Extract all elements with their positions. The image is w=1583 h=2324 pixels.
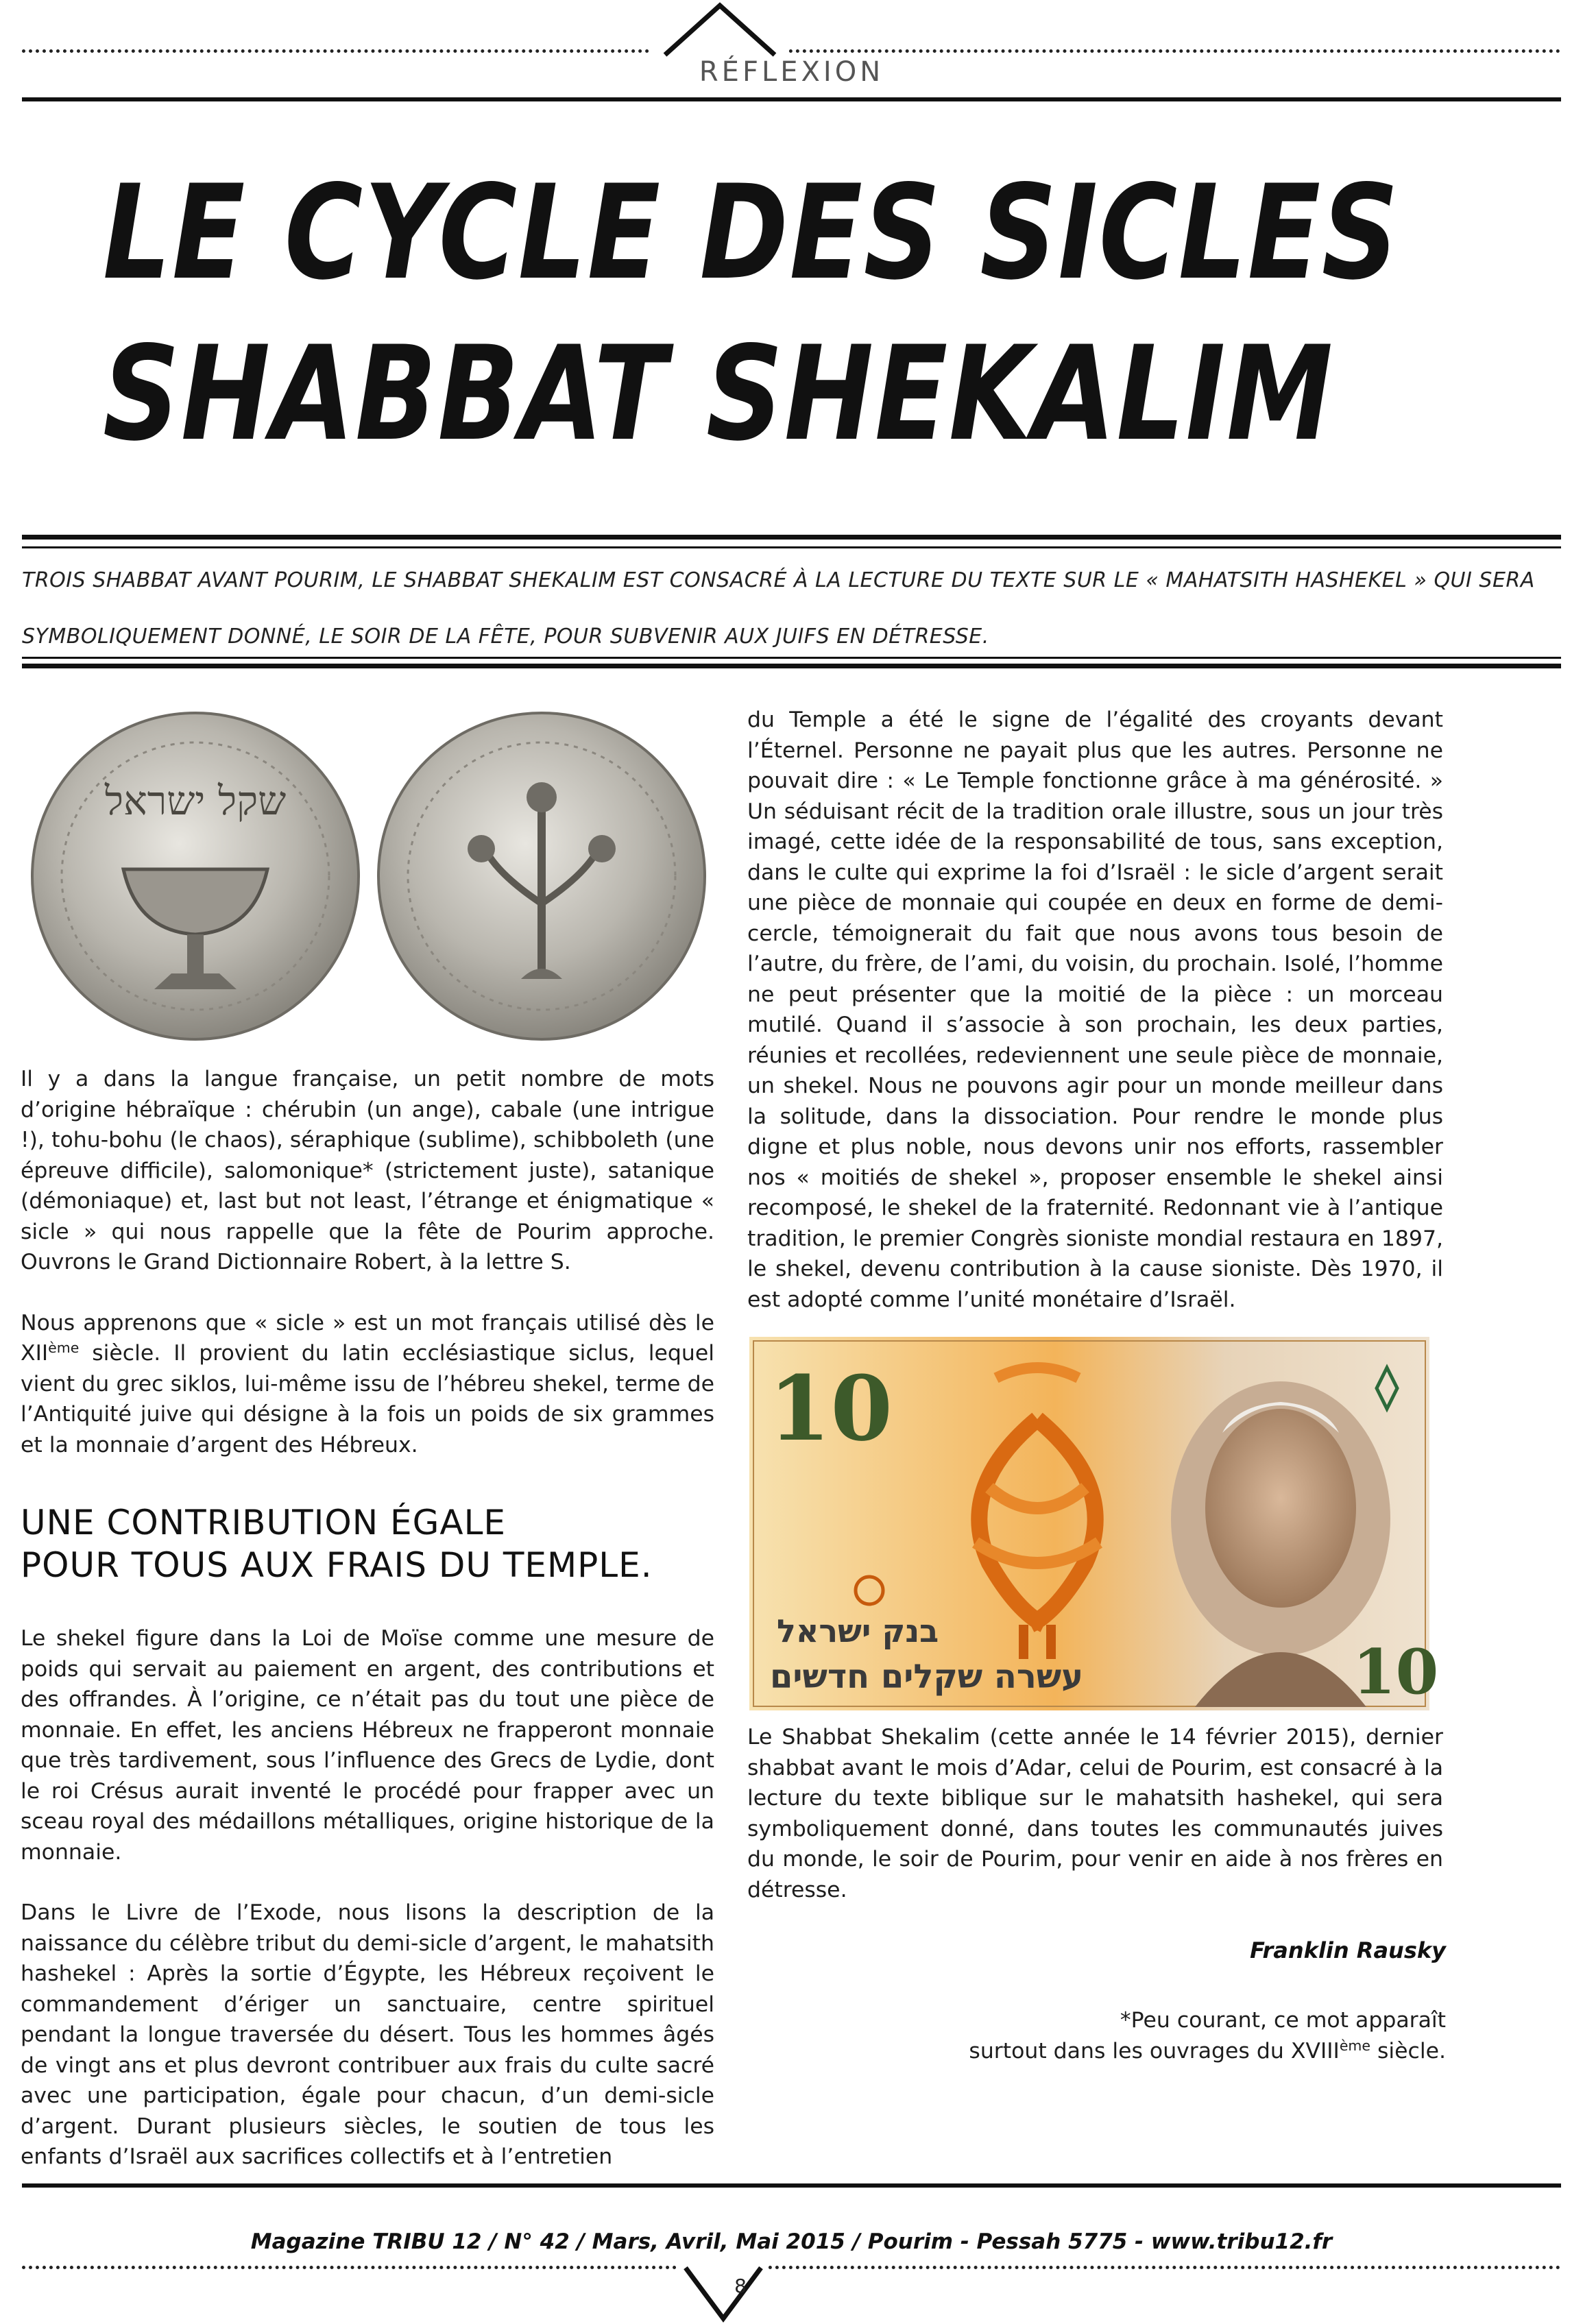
coin-chalice-icon xyxy=(32,713,359,1039)
page-number: 8 xyxy=(734,2275,747,2297)
footnote-line-2-part-1: surtout dans les ouvrages du XVIII xyxy=(969,2038,1340,2063)
footnote-line-2-part-2: siècle. xyxy=(1370,2038,1446,2063)
footnote-line-1: *Peu courant, ce mot apparaît xyxy=(1120,2008,1446,2033)
lede-text: TROIS SHABBAT AVANT POURIM, LE SHABBAT SHEKALIM EST CONSACRÉ À LA LECTURE DU TEXTE SUR LE « MAHATSITH HASHEKEL » QUI SERA SYMBOLIQUEMENT DONNÉ, LE SOIR DE LA FÊTE, POUR SUBVENIR AUX JUIFS EN DÉTRESSE. xyxy=(22,568,1535,649)
footer-magazine-info: Magazine TRIBU 12 / N° 42 / Mars, Avril, Mai 2015 / Pourim - Pessah 5775 - www.tribu12.fr xyxy=(250,2229,1333,2254)
lede-top-rule-thin xyxy=(22,546,1561,548)
subheading-line-2: POUR TOUS AUX FRAIS DU TEMPLE. xyxy=(21,1545,653,1585)
banknote-image xyxy=(749,1337,1439,1710)
banknote-bank-name: בנק ישראל xyxy=(777,1612,939,1649)
left-column-intro xyxy=(21,1064,714,1460)
subheading-line-1: UNE CONTRIBUTION ÉGALE xyxy=(21,1503,507,1542)
svg-text:שקל ישראל: שקל ישראל xyxy=(104,777,287,824)
footnote xyxy=(969,2005,1446,2066)
paragraph-exodus: Dans le Livre de l’Exode, nous lisons la description de la naissance du célèbre tribut du demi-sicle d’argent, le mahatsith hashekel : Après la sortie d’Égypte, les Hébreux reçoivent le commandement d’ériger un sanctuaire, centre spirituel pendant la longue traversée du désert. Tous les hommes âgés de vingt ans et plus devront contribuer aux frais du culte sacré avec une participation, égale pour chacun, d’un demi-sicle d’argent. Durant plusieurs siècles, le soutien de tous les enfants d’Israël aux sacrifices collectifs et à l’entretien xyxy=(21,1900,714,2169)
paragraph-intro: Il y a dans la langue française, un petit nombre de mots d’origine hébraïque : chérubin (un ange), cabale (une intrigue !), tohu-bohu (le chaos), séraphique (sublime), schibboleth (une épreuve difficile), salomonique* (strictement juste), satanique (démoniaque) et, last but not least, l’étrange et énigmatique « sicle » qui nous rappelle que la fête de Pourim approche. Ouvrons le Grand Dictionnaire Robert, à la lettre S. xyxy=(21,1067,714,1274)
right-column-conclusion xyxy=(747,1722,1443,1905)
page-title-line-2: SHABBAT SHEKALIM xyxy=(103,318,1334,470)
banknote-value-text: עשרה שקלים חדשים xyxy=(770,1658,1084,1696)
banknote-denomination-bottom: 10 xyxy=(1353,1636,1439,1708)
lede-bottom-rule-thin xyxy=(22,657,1561,659)
author-byline: Franklin Rausky xyxy=(1250,1937,1446,1963)
paragraph-etymology-part-2: siècle. Il provient du latin ecclésiastique siclus, lequel vient du grec siklos, lui-même issu de l’hébreu shekel, terme de l’Antiquité juive qui désigne à la fois un poids de six grammes et la monnaie d’argent des Hébreux. xyxy=(21,1341,714,1457)
header-triangle-icon xyxy=(651,0,788,58)
banknote-denomination-top: 10 xyxy=(769,1356,893,1461)
header-dotted-rule xyxy=(22,49,1561,53)
lede-top-rule xyxy=(22,535,1561,540)
footnote-line-2 xyxy=(969,2036,1446,2067)
right-column-continuation xyxy=(747,705,1443,1315)
lede-bottom-rule xyxy=(22,664,1561,668)
paragraph-etymology-part-1: Nous apprenons que « sicle » est un mot français utilisé dès le XII xyxy=(21,1310,714,1366)
footer-rule xyxy=(22,2183,1561,2188)
paragraph-etymology xyxy=(21,1308,714,1461)
section-label: RÉFLEXION xyxy=(699,56,884,88)
shekel-coins-image xyxy=(21,705,716,1051)
page-title-line-1: LE CYCLE DES SICLES xyxy=(103,157,1400,308)
coin-pomegranate-icon xyxy=(378,713,705,1039)
footer-dotted-rule xyxy=(22,2266,1561,2269)
footnote-superscript: ème xyxy=(1339,2037,1370,2054)
header-rule xyxy=(22,97,1561,101)
left-column-body xyxy=(21,1623,714,2172)
paragraph-temple: du Temple a été le signe de l’égalité des croyants devant l’Éternel. Personne ne payait plus que les autres. Personne ne pouvait dire : « Le Temple fonctionne grâce à ma générosité. » Un séduisant récit de la tradition orale illustre, sous un jour très imagé, cette idée de la responsabilité de tous, sans exception, dans le culte qui exprime la foi d’Israël : le sicle d’argent serait une pièce de monnaie qui coupée en deux en forme de demi-cercle, témoignerait du fait que nous avons tous besoin de l’autre, du frère, de l’ami, du voisin, du prochain. Isolé, l’homme ne peut présenter que la moitié de la pièce : un morceau mutilé. Quand il s’associe à son prochain, les deux parties, réunies et recollées, redeviennent une seule pièce de monnaie, un shekel. Nous ne pouvons agir pour un monde meilleur dans la solitude, dans la dissociation. Pour rendre le monde plus digne et plus noble, nous devons unir nos efforts, rassembler nos « moitiés de shekel », proposer ensemble le shekel ainsi recomposé, le shekel de la fraternité. Redonnant vie à l’antique tradition, le premier Congrès sioniste mondial restaura en 1897, le shekel, devenu contribution à la cause sioniste. Dès 1970, il est adopté comme l’unité monétaire d’Israël. xyxy=(747,707,1443,1312)
paragraph-law-of-moses: Le shekel figure dans la Loi de Moïse comme une mesure de poids qui servait au paiement en argent, des contributions et des offrandes. À l’origine, ce n’était pas du tout une pièce de monnaie. En effet, les anciens Hébreux ne frapperont monnaie que très tardivement, sous l’influence des Grecs de Lydie, dont le roi Crésus aurait inventé le procédé pour frapper avec un sceau royal des médaillons métalliques, origine historique de la monnaie. xyxy=(21,1626,714,1865)
paragraph-shabbat-shekalim: Le Shabbat Shekalim (cette année le 14 février 2015), dernier shabbat avant le mois d’Adar, celui de Pourim, est consacré à la lecture du texte biblique sur le mahatsith hashekel, qui sera symboliquement donné, dans toutes les communautés juives du monde, le soir de Pourim, pour venir en aide à nos frères en détresse. xyxy=(747,1725,1443,1902)
superscript: ème xyxy=(48,1339,80,1356)
